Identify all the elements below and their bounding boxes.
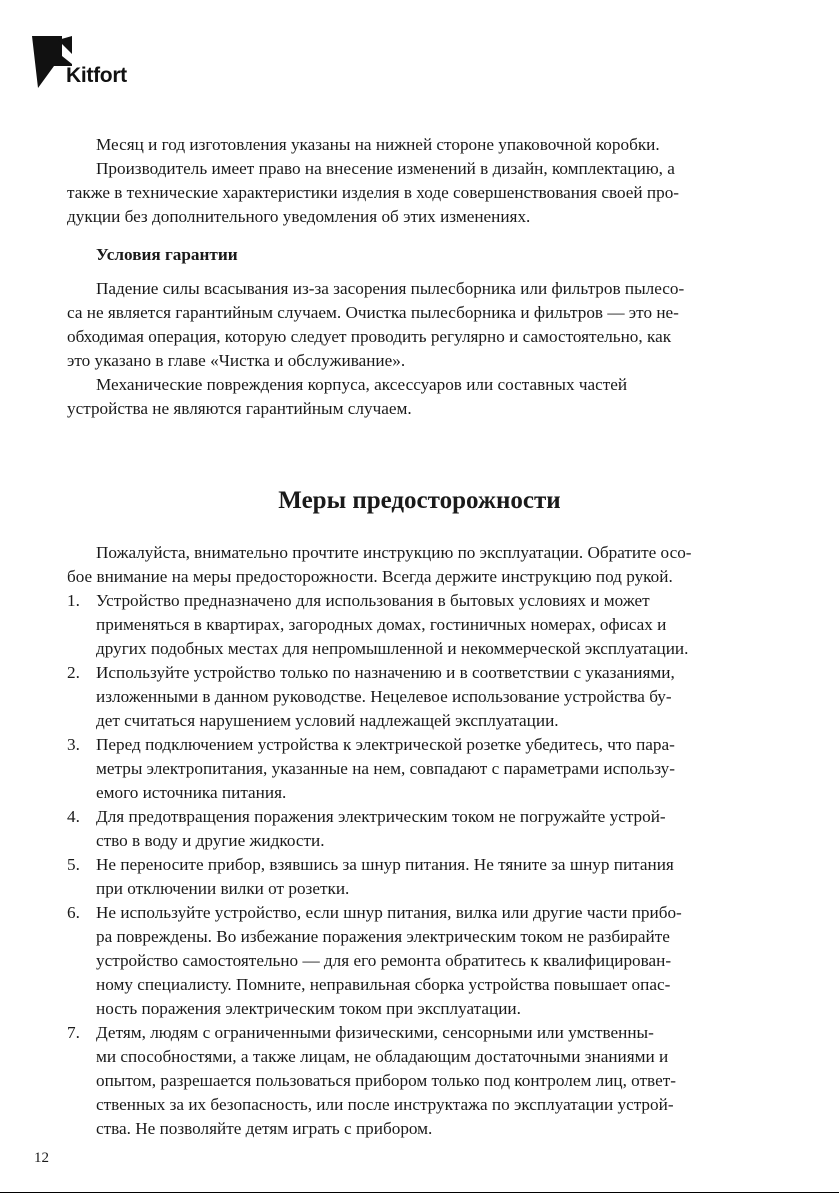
warranty-line: Падение силы всасывания из-за засорения пылесборника или фильтров пылесо- (96, 279, 685, 298)
intro-line: Производитель имеет право на внесение изменений в дизайн, комплектацию, а (96, 159, 675, 178)
kitfort-logo (32, 36, 142, 94)
list-item-line: Детям, людям с ограниченными физическими, сенсорными или умственны- (96, 1023, 654, 1042)
list-item-line: ства. Не позволяйте детям играть с прибором. (96, 1119, 433, 1138)
intro-line: Месяц и год изготовления указаны на нижней стороне упаковочной коробки. (96, 135, 660, 154)
list-item-line: дет считаться нарушением условий надлежащей эксплуатации. (96, 711, 559, 730)
warranty-heading: Условия гарантии (96, 245, 238, 264)
page-number: 12 (34, 1150, 49, 1166)
list-item-line: ному специалисту. Помните, неправильная сборка устройства повышает опас- (96, 975, 671, 994)
list-item-number: 1. (67, 591, 80, 610)
list-item-line: ность поражения электрическим током при эксплуатации. (96, 999, 521, 1018)
warranty-line: это указано в главе «Чистка и обслуживание». (67, 351, 406, 370)
list-item-line: метры электропитания, указанные на нем, совпадают с параметрами использу- (96, 759, 675, 778)
list-item-line: Для предотвращения поражения электрическим током не погружайте устрой- (96, 807, 666, 826)
list-item-line: ра повреждены. Во избежание поражения электрическим током не разбирайте (96, 927, 670, 946)
list-item-number: 6. (67, 903, 80, 922)
precautions-intro-line: бое внимание на меры предосторожности. Всегда держите инструкцию под рукой. (67, 567, 673, 586)
list-item-line: Устройство предназначено для использования в бытовых условиях и может (96, 591, 650, 610)
warranty-line: са не является гарантийным случаем. Очистка пылесборника и фильтров — это не- (67, 303, 679, 322)
intro-line: дукции без дополнительного уведомления об этих изменениях. (67, 207, 531, 226)
list-item-line: опытом, разрешается пользоваться прибором только под контролем лиц, ответ- (96, 1071, 676, 1090)
list-item-number: 5. (67, 855, 80, 874)
list-item-number: 4. (67, 807, 80, 826)
warranty-line: Механические повреждения корпуса, аксессуаров или составных частей (96, 375, 628, 394)
brand-name: Kitfort (66, 64, 127, 87)
precautions-intro-line: Пожалуйста, внимательно прочтите инструкцию по эксплуатации. Обратите осо- (96, 543, 692, 562)
list-item-line: Используйте устройство только по назначению и в соответствии с указаниями, (96, 663, 675, 682)
list-item-line: применяться в квартирах, загородных домах, гостиничных номерах, офисах и (96, 615, 667, 634)
warranty-line: устройства не являются гарантийным случаем. (67, 399, 412, 418)
list-item-line: при отключении вилки от розетки. (96, 879, 350, 898)
list-item-line: Не переносите прибор, взявшись за шнур питания. Не тяните за шнур питания (96, 855, 674, 874)
warranty-line: обходимая операция, которую следует проводить регулярно и самостоятельно, как (67, 327, 672, 346)
list-item-line: Не используйте устройство, если шнур питания, вилка или другие части прибо- (96, 903, 682, 922)
list-item-line: ство в воду и другие жидкости. (96, 831, 325, 850)
intro-line: также в технические характеристики изделия в ходе совершенствования своей про- (67, 183, 680, 202)
list-item-number: 7. (67, 1023, 80, 1042)
list-item-line: ственных за их безопасность, или после инструктажа по эксплуатации устрой- (96, 1095, 674, 1114)
list-item-line: емого источника питания. (96, 783, 287, 802)
list-item-number: 2. (67, 663, 80, 682)
list-item-number: 3. (67, 735, 80, 754)
list-item-line: изложенными в данном руководстве. Нецелевое использование устройства бу- (96, 687, 672, 706)
bottom-rule (0, 1192, 839, 1193)
section-title: Меры предосторожности (278, 487, 561, 514)
list-item-line: Перед подключением устройства к электрической розетке убедитесь, что пара- (96, 735, 675, 754)
list-item-line: ми способностями, а также лицам, не обладающим достаточными знаниями и (96, 1047, 669, 1066)
list-item-line: других подобных местах для непромышленной и некоммерческой эксплуатации. (96, 639, 689, 658)
list-item-line: устройство самостоятельно — для его ремонта обратитесь к квалифицирован- (96, 951, 672, 970)
